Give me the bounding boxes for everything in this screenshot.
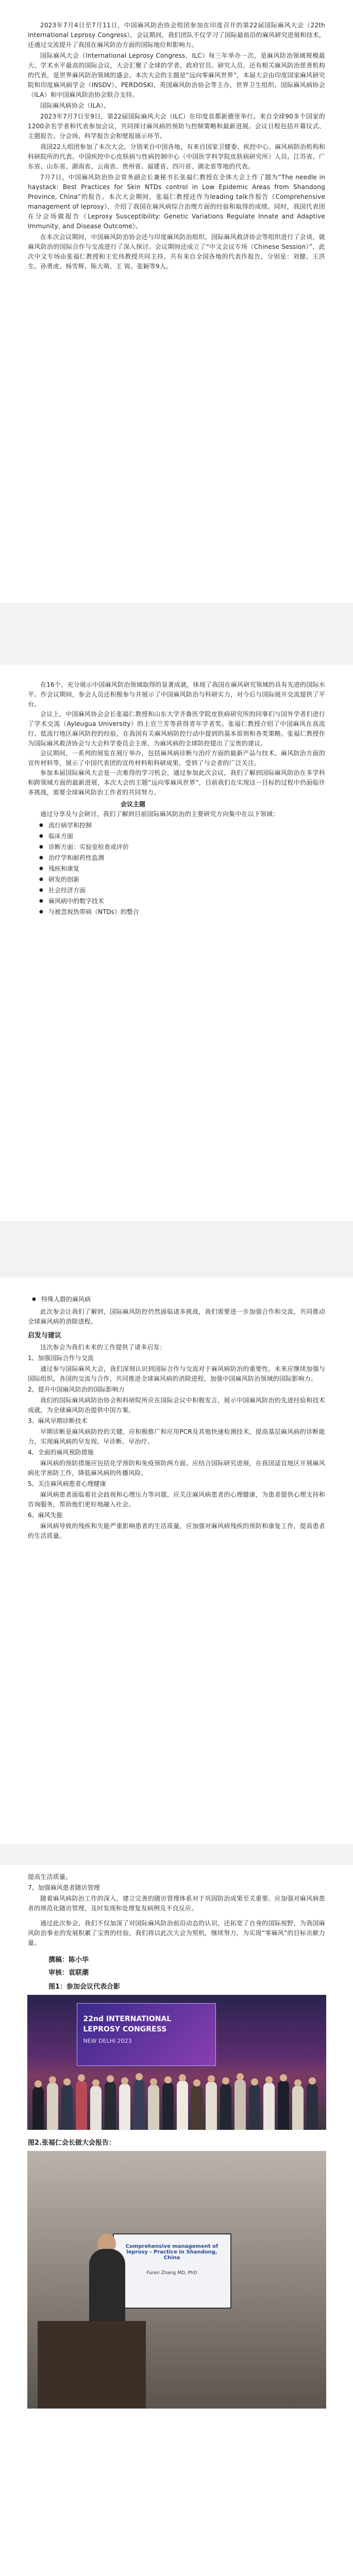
section-heading: 会议主题 [121, 801, 146, 808]
paragraph: 通过参与国际麻风大会，我们深刻认识到国际合作与交流对于麻风病防治的重要性。未来应继续加强与国际组织、各国的交流与合作，共同推进全球麻风病的消除进程，加强中国麻风防治领域的国际影响力。 [28, 1365, 325, 1382]
author-line: 撰稿：陈小华 [48, 1956, 89, 1964]
list-item: ● 流行病学和控制 [48, 820, 325, 831]
paragraph: 麻风病的预防措施应包括化学预防和免疫预防两方面。应结合国际研究进展，在我国适宜地区开展麻风病化学预防工作，降低麻风病的传播风险。 [28, 1460, 325, 1477]
slide-title: Comprehensive management of leprosy - Practice in Shandong, China [125, 2244, 218, 2261]
lecture-photo [27, 2151, 326, 2409]
congress-banner [77, 2003, 216, 2066]
list-item: ● 麻风病中的数字技术 [48, 896, 325, 907]
paragraph: 麻风病患者面临着社会歧视和心理压力等问题，应关注麻风病患者的心理健康，为患者提供心理支持和咨询服务，帮助他们更好地融入社会。 [28, 1491, 325, 1508]
paragraph: 国际麻风病协会（ILA）。 [40, 102, 110, 109]
page-2 [0, 665, 353, 1221]
paragraph: 会议上，中国麻风协会会长张福仁教授和山东大学齐鲁医学院皮肤病研究所的同事们与国外学者们进行了学术交流（Ayleugua University）的上官兰芳等获得青年学者奖。张福仁教授介绍了中国麻风在高流行、低流行地区麻风防控的经验，在我国有关麻风病防控行动中提到的基本原则和各类策略。张福仁教授作为国际麻风救济协会与大会科学委员会主席，为麻风病的全球防控提出了宝贵的建议。 [28, 710, 325, 747]
page-gap [0, 1221, 353, 1278]
list-item: ● 特殊人群的麻风病 [41, 1294, 325, 1305]
list-item: ● 诊断方面：实验室检查或评价 [48, 842, 325, 853]
list-item: ● 与被忽视热带病（NTDs）的整合 [48, 907, 325, 918]
banner-subtitle: NEW DELHI 2023 [83, 2038, 132, 2044]
crowd [27, 2068, 326, 2130]
paragraph: 麻风病导致的残疾和失能严重影响患者的生活质量，应加强对麻风病残疾的预防和康复工作，提高患者的生活质量。 [28, 1522, 325, 1539]
group-photo [27, 1995, 326, 2130]
paragraph: 在本次会议期间，中国麻风防治协会还与印度麻风防治组织、国际麻风救济协会等组织进行了会谈，就麻风防治的国际合作与交流进行了深入探讨。会议期间还成立了“中文会议专场（Chinese Session）”，此次中文专场由张福仁教授和王宏伟教授共同主持，共有来自全国各地的代表作报告，分别是：刘健、王洪生、孙勇虎、杨雪辉、陈大萌、王 锐、张颖等9人。 [28, 233, 325, 270]
paragraph: 参加本届国际麻风大会是一次难得的学习机会，通过参加此次会议，我们了解到国际麻风防治在多学科和跨领域方面的最新进展，本次大会的主题“远向零麻风世界”，目前我们在实现这一目标的过程中仍面临许多挑战，需要全球麻风防治工作者的共同努力。 [28, 769, 325, 796]
presentation-slide [113, 2233, 231, 2309]
numbered-heading: 1、加强国际合作与交流 [28, 1354, 94, 1362]
paragraph: 2023年7月4日至7月11日，中国麻风防治协会组团参加在印度召开的第22届国际麻风大会（22th International Leprosy Congress），会议期间，我们团队不仅学习了国际最前沿的麻风研究进展和技术，还通过交流提升了我国在麻风防治方面的国际地位和影响力。 [28, 22, 325, 48]
page-4 [0, 1865, 353, 2576]
paragraph: 此次参会让我们了解到，国际麻风防控仍然面临诸多挑战，我们需要进一步加强合作和交流，共同推动全球麻风病的消除进程。 [28, 1308, 325, 1325]
list-item: ● 治疗学和耐药性监测 [48, 853, 325, 863]
banner-title: LEPROSY CONGRESS [83, 2025, 167, 2033]
list-item: ● 社会经济方面 [48, 885, 325, 896]
page-3 [0, 1278, 353, 1844]
paragraph: 通过分享及与会研讨，我们了解到目前国际麻风防治的主要研究方向集中在以下领域： [40, 810, 279, 818]
page-gap [0, 603, 353, 665]
paragraph: 7月7日，中国麻风防治协会常务副会长兼秘书长张福仁教授在全体大会上作了题为“The needle in haystack: Best Practices for Skin NTDs control in Low Epidemic Areas from Shandong Province, China”的报告。本次大会期间，张福仁教授还作为leading talk作报告《Comprehensive management of leprosy》，介绍了我国在麻风病综合治理方面的经验和取得的成绩。同时，我国代表团在分会场做报告《Leprosy Susceptibility: Genetic Variations Regulate Innate and Adaptive Immunity, and Disease Outcome》。 [28, 174, 325, 230]
numbered-heading: 5、关注麻风病患者心理健康 [28, 1480, 106, 1487]
paragraph: 在16个，充分展示中国麻风防治领域取得的显著成就，体现了我国在麻风研究领域的具有先进的国际水平。作会议期间，参会人员还积极参与并展示了中国麻风防治与科研实力，对今后与国际展开交流提供了平台。 [28, 681, 325, 708]
topic-list-continued [41, 1294, 325, 1305]
paragraph: 随着麻风病防治工作的深入，建立完善的随访管理体系对于巩固防治成果至关重要。应加强对麻风病患者的规范化随访管理，及时发现和处理复发病例及不良反应。 [28, 1895, 325, 1912]
paragraph: 会议期间，一系列的展览在展厅举办，包括麻风病诊断与治疗方面的最新产品与技术、麻风防治方面的宣传材料等，展示了中国代表团的宣传材料和科研成果，受到了与会者的广泛关注。 [28, 750, 325, 767]
paragraph: 通过此次参会，我们不仅加深了对国际麻风防治前沿动态的认识，还拓宽了自身的国际视野，为我国麻风防治事业的发展积累了宝贵的经验。我们将以此次大会为契机，继续努力，为实现“零麻风”的目标贡献力量。 [28, 1920, 325, 1946]
paragraph: 国际麻风大会（International Leprosy Congress，ILC）每三年举办一次，是麻风防治领域规模最大、学术水平最高的国际会议，大会汇聚了全球的学者、政府官员、研究人员，还有相关麻风防治慈善机构的代表，是世界麻风防治领域的盛会。本次大会的主题是“远向零麻风世界”，本届大会由印度国家麻风研究院和印度麻风病学会（INSDV）、PERDOSKI、英国麻风防治协会等主办，世界卫生组织、国际麻风病协会（ILA）和中国麻风防治协会联合支持。 [28, 52, 325, 98]
list-item: ● 临床方面 [48, 831, 325, 842]
page-gap [0, 1844, 353, 1865]
numbered-heading: 2、提升中国麻风防治的国际影响力 [28, 1386, 125, 1393]
topic-list [48, 820, 325, 918]
slide-author: Furen Zhang MD, PhD [146, 2270, 197, 2276]
paragraph: 提高生活质量。 [28, 1873, 72, 1880]
paragraph: 我们的国际麻风病防治协会和科研院所应在国际会议中积极发言，展示中国麻风防治的先进经验和技术成就，为全球麻风防治提供中国方案。 [28, 1397, 325, 1414]
paragraph: 早期诊断是麻风病防控的关键，应积极推广和应用PCR及其他快速检测技术，提高基层麻风病的诊断能力，实现麻风病的早发现、早诊断、早治疗。 [28, 1428, 325, 1445]
podium [38, 2321, 146, 2409]
paragraph: 2023年7月7日至9日，第22届国际麻风大会（ILC）在印度首都新德里举行。来自全球90多个国家的1200余名学者和代表参加会议，共同探讨麻风病的预防与控制策略和最新进展。会议日程包括开幕仪式、主题报告、分会场、科学报告会和壁报展示环节。 [28, 113, 325, 140]
section-heading: 启发与建议 [28, 1332, 62, 1340]
paragraph: 这次参会为我们未来的工作提供了诸多启发： [40, 1344, 166, 1351]
numbered-heading: 7、加强麻风患者随访管理 [28, 1884, 100, 1891]
figure-caption: 图1：参加会议代表合影 [48, 1983, 121, 1991]
numbered-heading: 6、麻风失能 [28, 1512, 63, 1519]
figure-caption: 图2.张福仁会长做大会报告： [28, 2139, 115, 2147]
numbered-heading: 3、麻风早期诊断技术 [28, 1417, 88, 1425]
page-1 [0, 0, 353, 603]
list-item: ● 残疾和康复 [48, 863, 325, 874]
reviewer-line: 审核：袁联潮 [48, 1969, 89, 1977]
list-item: ● 研发的创新 [48, 874, 325, 885]
numbered-heading: 4、全面的麻风预防措施 [28, 1449, 94, 1456]
paragraph: 我国22人组团参加了本次大会，分别来自中国各地，有来自国家卫健委、疾控中心、麻风病防治机构和科研院所的代表。中国疾控中心皮肤病与性病控制中心（中国医学科学院皮肤病研究所）人员、江苏省、广东省、山东省、湖南省、云南省、贵州省、福建省、四川省、湖北省等地的代表。 [28, 143, 325, 170]
banner-title: 22nd INTERNATIONAL [83, 2015, 172, 2023]
